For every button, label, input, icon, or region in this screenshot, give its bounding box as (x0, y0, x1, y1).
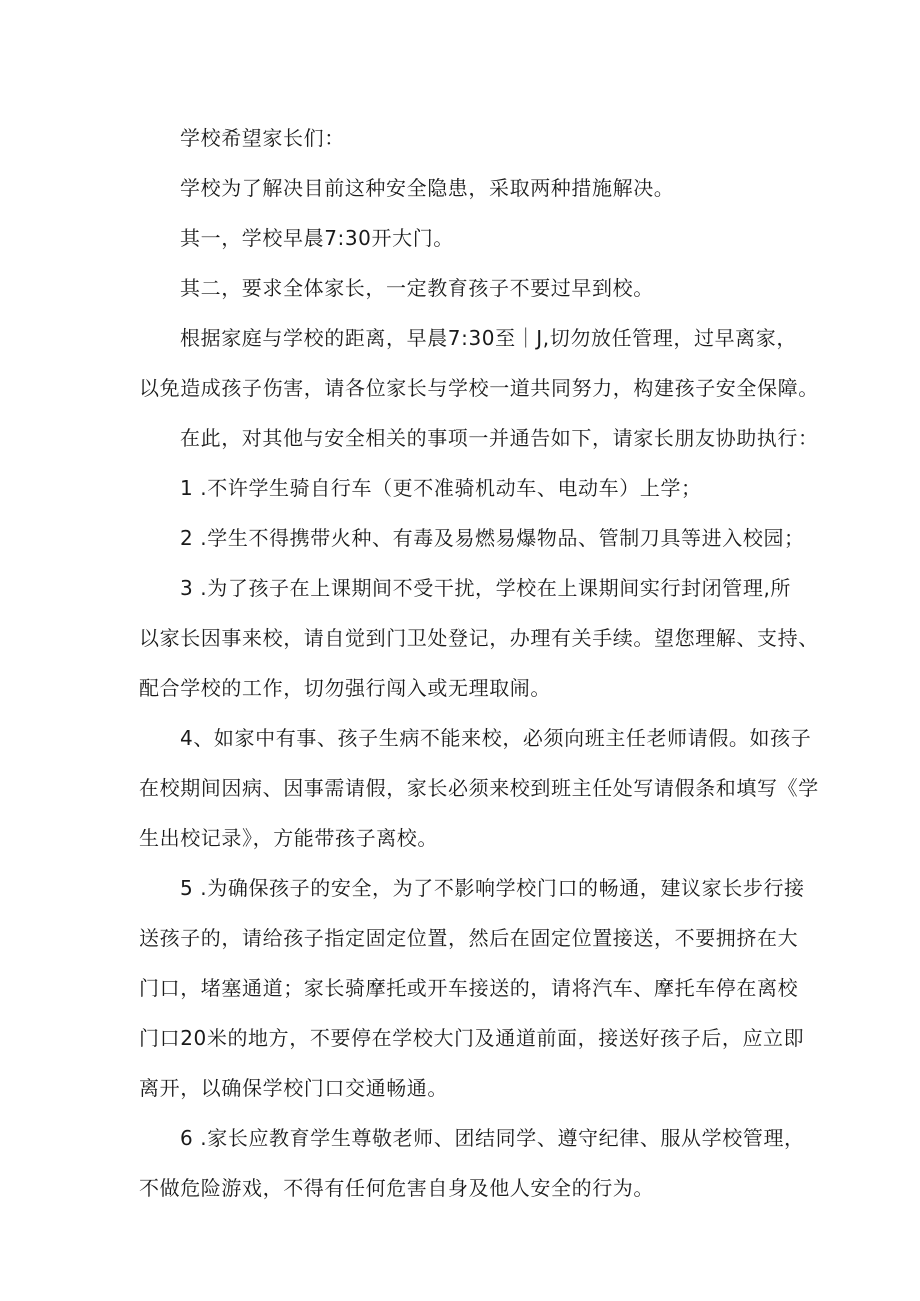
measure-one-line: 其一，学校早晨7:30开大门。 (180, 226, 454, 250)
rule-4-line-3: 生出校记录》，方能带孩子离校。 (139, 826, 438, 850)
rule-4-line-1: 4、如家中有事、孩子生病不能来校，必须向班主任老师请假。如孩子 (180, 726, 812, 750)
rule-1-line: 1 .不许学生骑自行车（更不准骑机动车、电动车）上学； (180, 476, 702, 500)
measures-intro-line: 学校为了解决目前这种安全隐患，采取两种措施解决。 (180, 176, 675, 200)
rule-2-line: 2 .学生不得携带火种、有毒及易燃易爆物品、管制刀具等进入校园； (180, 526, 805, 550)
rule-3-line-3: 配合学校的工作，切勿强行闯入或无理取闹。 (139, 676, 551, 700)
salutation-line: 学校希望家长们： (180, 126, 345, 150)
rule-5-line-3: 门口，堵塞通道；家长骑摩托或开车接送的，请将汽车、摩托车停在离校 (139, 976, 799, 1000)
rule-3-line-2: 以家长因事来校，请自觉到门卫处登记，办理有关手续。望您理解、支持、 (139, 626, 819, 650)
rule-6-line-2: 不做危险游戏，不得有任何危害自身及他人安全的行为。 (139, 1176, 654, 1200)
rule-3-line-1: 3 .为了孩子在上课期间不受干扰，学校在上课期间实行封闭管理,所 (180, 576, 791, 600)
rule-5-line-1: 5 .为确保孩子的安全，为了不影响学校门口的畅通，建议家长步行接 (180, 876, 805, 900)
paragraph-distance-line-2: 以免造成孩子伤害，请各位家长与学校一道共同努力，构建孩子安全保障。 (139, 376, 819, 400)
rule-6-line-1: 6 .家长应教育学生尊敬老师、团结同学、遵守纪律、服从学校管理， (180, 1126, 805, 1150)
measure-two-line: 其二，要求全体家长，一定教育孩子不要过早到校。 (180, 276, 654, 300)
notice-intro-line: 在此，对其他与安全相关的事项一并通告如下，请家长朋友协助执行： (180, 426, 819, 450)
rule-5-line-2: 送孩子的，请给孩子指定固定位置，然后在固定位置接送，不要拥挤在大 (139, 926, 799, 950)
rule-5-line-4: 门口20米的地方，不要停在学校大门及通道前面，接送好孩子后，应立即 (139, 1026, 805, 1050)
rule-4-line-2: 在校期间因病、因事需请假，家长必须来校到班主任处写请假条和填写《学 (139, 776, 819, 800)
rule-5-line-5: 离开，以确保学校门口交通畅通。 (139, 1076, 448, 1100)
paragraph-distance-line-1: 根据家庭与学校的距离，早晨7:30至｜J,切勿放任管理，过早离家， (180, 326, 797, 350)
